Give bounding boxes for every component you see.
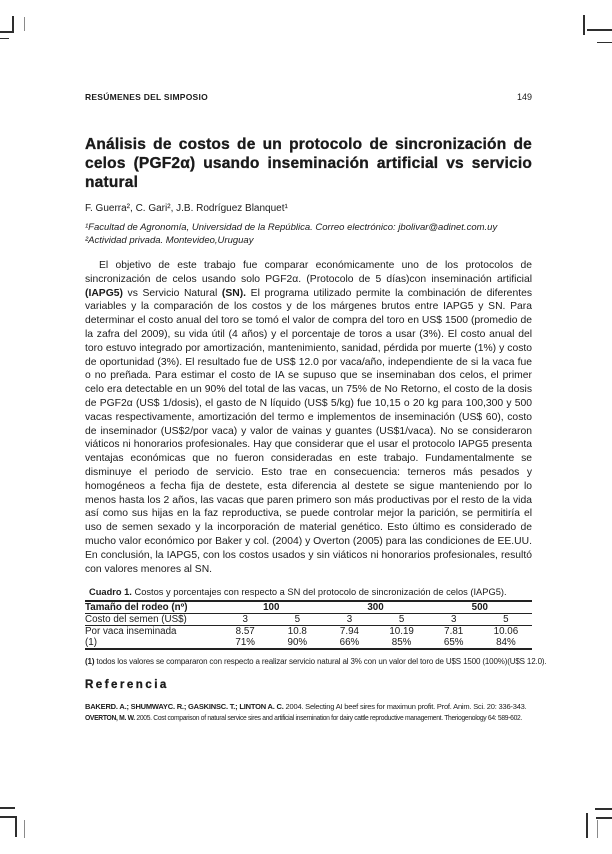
table-cell: 65%: [443, 636, 464, 648]
affiliation-1: ¹Facultad de Agronomía, Universidad de la República. Correo electrónico: jbolivar@adinet.com.uy: [85, 222, 498, 233]
table-cell: 5: [480, 613, 532, 625]
reference-authors: OVERTON, M. W.: [85, 712, 135, 722]
abstract-text: vs Servicio Natural: [122, 287, 222, 299]
reference-authors: BAKERD. A.; SHUMWAYC. R.; GASKINSC. T.; LINTON A. C.: [85, 701, 284, 711]
table-group-100: 100: [219, 601, 323, 614]
crop-mark: [586, 813, 588, 838]
table-row-vaca: [85, 625, 532, 637]
table-footnote-text: todos los valores se compararon con respecto a realizar servicio natural al 3% con un valor del toro de U$S 1500 (100%)(U$S 12.0).: [94, 656, 547, 666]
crop-mark: [0, 807, 15, 809]
table-cell: 84%: [496, 636, 516, 648]
reference-text: 2005. Cost comparison of natural service sires and artificial insemination for dairy cattle reproductive management. Theriogenology 64: 589-602.: [134, 712, 523, 722]
abstract-paragraph: [85, 259, 532, 576]
table-cell: 3: [428, 613, 480, 625]
crop-mark: [24, 820, 25, 838]
article-title-line: natural: [85, 174, 139, 191]
table-caption: [85, 587, 532, 597]
references-heading: Referencia: [85, 678, 169, 691]
reference-item: [85, 712, 523, 723]
table-cell: 7.81: [444, 625, 464, 637]
affiliations: [85, 221, 532, 247]
crop-mark: [0, 38, 9, 39]
page-number: 149: [516, 92, 532, 102]
table-cell: 10.19: [389, 625, 414, 637]
table-caption-text: Costos y porcentajes con respecto a SN del protocolo de sincronización de celos (IAPG5).: [131, 586, 507, 597]
crop-mark: [596, 817, 612, 819]
running-head: [85, 92, 532, 102]
table-cell: 5: [271, 613, 323, 625]
table-row-percent: [85, 637, 532, 649]
reference-list: [85, 701, 532, 723]
table-footnote-label: (1): [85, 656, 95, 666]
table-cell: 3: [323, 613, 375, 625]
crop-mark: [24, 17, 25, 31]
crop-mark: [595, 808, 612, 810]
crop-mark: [587, 29, 612, 31]
table-group-500: 500: [428, 601, 532, 614]
affiliation-2: ²Actividad privada. Montevideo,Uruguay: [85, 235, 254, 246]
table-cell: 66%: [339, 636, 360, 648]
crop-mark: [12, 16, 14, 32]
row-label: Costo del semen (US$): [85, 613, 219, 625]
abstract-bold-sn: (SN).: [221, 287, 247, 299]
table-cell: 5: [376, 613, 428, 625]
article-title: [85, 135, 532, 192]
abstract-text: El objetivo de este trabajo fue comparar económicamente uno de los protocolos de sincronización de celos usando solo PGF2α. (Protocolo de 5 días)con inseminación artificial: [85, 260, 532, 285]
table-cell: 8.57: [235, 625, 255, 637]
table-footnote: [85, 656, 547, 666]
table-cell: 7.94: [339, 625, 359, 637]
crop-mark: [15, 817, 17, 837]
table-cell: 10.06: [493, 625, 519, 637]
article-title-line: celos (PGF2α) usando inseminación artificial vs servicio: [85, 155, 532, 172]
table-caption-label: Cuadro 1.: [89, 586, 132, 597]
table-cell: 85%: [391, 636, 412, 648]
page-content: [85, 0, 547, 723]
table-row-semen: [85, 613, 532, 625]
table-cell: 3: [219, 613, 271, 625]
table-cell: 90%: [287, 636, 308, 648]
table-cell: 71%: [235, 636, 256, 648]
running-head-title: RESÚMENES DEL SIMPOSIO: [85, 92, 208, 102]
cost-table: [85, 600, 532, 650]
crop-mark: [597, 820, 598, 838]
table-header-rodeo: Tamaño del rodeo (nº): [85, 601, 219, 614]
table-group-300: 300: [323, 601, 427, 614]
abstract-bold-iapg5: (IAPG5): [85, 287, 123, 299]
row-label: Por vaca inseminada: [85, 625, 177, 637]
table-header-row: [85, 601, 532, 614]
row-label: (1): [85, 636, 97, 648]
reference-text: 2004. Selecting AI beef sires for maximun profit. Prof. Anim. Sci. 20: 336-343.: [283, 701, 527, 711]
crop-mark: [583, 15, 585, 35]
abstract-text: El programa utilizado permite la combinación de diferentes variables y la comparación de los costos y de los márgenes brutos entre IAPG5 y SN. Para determinar el costo anual del toro se tomó el valor de compra del toro en US$ 1500 (promedio de la zafra del 2009), su vida útil (4 años) y el porcentaje de toros a usar (3%). El costo anual del toro estuvo integrado por amortización, mantenimiento, sanidad, pérdida por muerte (1%) y costo de oportunidad (3%). El resultado fue de US$ 12.0 por vaca/año, independiente de si la vaca fue o no preñada. Para estimar el costo de IA se supuso que se inseminaban dos celos, el primer celo era detectable en un 90% del total de las vacas, un 75% de No Retorno, el costo de la dosis de PGF2α (US$ 1/dosis), el gasto de N líquido (US$ 5/kg) fue 10,15 o 20 kg para 100,300 y 500 vacas respectivamente, amortización del termo e implementos de inseminación (US$ 60), costo de inseminador (US$2/por vaca) y valor de vainas y guantes (US$1/vaca). No se consideraron viáticos ni honorarios profesionales. Hay que considerar que el usar el protocolo IAPG5 presenta ventajas económicas que no fueron consideradas en este trabajo. Fundamentalmente se disminuye el periodo de servicio. Esto trae en consecuencia: terneros más pesados y homogéneos a fecha fija de destete, esta diferencia al destete se sigue manteniendo por lo menos hasta los 2 años, las vacas que paren primero son más productivas por el resto de la vida así como sus hijas en la faz reproductiva, se puede controlar mejor la parición, se permitiría el uso de semen sexado y la incorporación de material genético. Esto último es considerado de mucho valor económico por Baker y col. (2004) y Overton (2005) para las condiciones de EE.UU. En conclusión, la IAPG5, con los costos usados y sin viáticos ni honorarios profesionales, resultó con valores menores al SN.: [85, 287, 532, 575]
table-cell: 10.8: [287, 625, 307, 637]
reference-item: [85, 701, 532, 712]
crop-mark: [597, 42, 612, 43]
author-line: F. Guerra², C. Gari², J.B. Rodríguez Blanquet¹: [85, 203, 288, 214]
article-title-line: Análisis de costos de un protocolo de sincronización de: [85, 136, 532, 153]
